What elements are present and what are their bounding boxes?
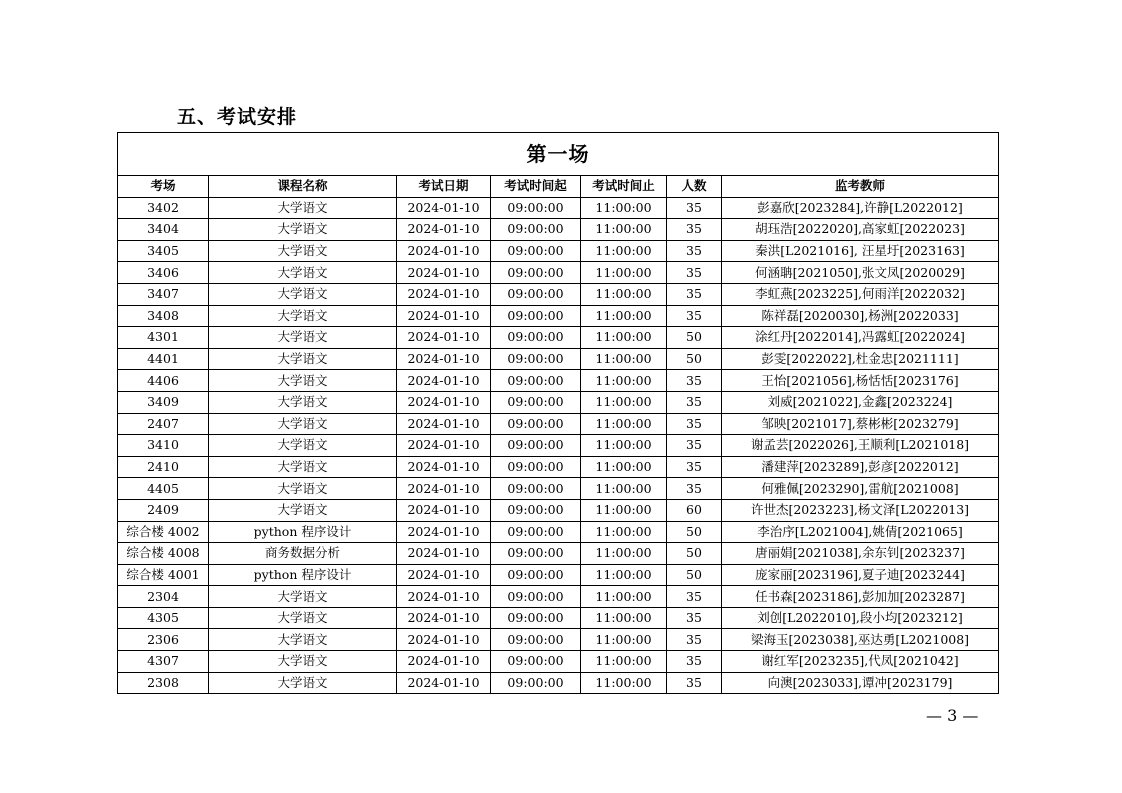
count-cell: 35 [667,391,722,413]
table-row [118,521,999,543]
invigilators-cell: 许世杰[2023223],杨文泽[L2022013] [722,499,999,521]
room-cell: 4301 [118,327,209,349]
course-cell: 大学语文 [209,435,397,457]
course-cell: 大学语文 [209,197,397,219]
course-cell: 大学语文 [209,262,397,284]
date-cell: 2024-01-10 [397,240,491,262]
start-time-cell: 09:00:00 [491,586,581,608]
invigilators-cell: 彭嘉欣[2023284],许静[L2022012] [722,197,999,219]
table-row [118,651,999,673]
course-cell: 大学语文 [209,327,397,349]
start-time-cell: 09:00:00 [491,197,581,219]
end-time-cell: 11:00:00 [581,543,667,565]
table-row [118,543,999,565]
table-row [118,327,999,349]
invigilators-cell: 刘威[2021022],金鑫[2023224] [722,391,999,413]
start-time-cell: 09:00:00 [491,413,581,435]
start-time-cell: 09:00:00 [491,629,581,651]
count-cell: 50 [667,521,722,543]
invigilators-cell: 陈祥磊[2020030],杨洲[2022033] [722,305,999,327]
invigilators-cell: 何雅佩[2023290],雷航[2021008] [722,478,999,500]
room-cell: 综合楼 4008 [118,543,209,565]
count-cell: 35 [667,305,722,327]
date-cell: 2024-01-10 [397,564,491,586]
count-cell: 60 [667,499,722,521]
count-cell: 35 [667,197,722,219]
invigilators-cell: 任书森[2023186],彭加加[2023287] [722,586,999,608]
course-cell: 大学语文 [209,305,397,327]
end-time-cell: 11:00:00 [581,348,667,370]
end-time-cell: 11:00:00 [581,413,667,435]
col-header-end-time: 考试时间止 [581,176,667,198]
table-row [118,435,999,457]
start-time-cell: 09:00:00 [491,219,581,241]
section-heading: 五、考试安排 [177,106,298,128]
col-header-course: 课程名称 [209,176,397,198]
invigilators-cell: 潘建萍[2023289],彭彦[2022012] [722,456,999,478]
room-cell: 3402 [118,197,209,219]
room-cell: 3409 [118,391,209,413]
start-time-cell: 09:00:00 [491,327,581,349]
col-header-invigilators: 监考教师 [722,176,999,198]
date-cell: 2024-01-10 [397,435,491,457]
end-time-cell: 11:00:00 [581,327,667,349]
end-time-cell: 11:00:00 [581,672,667,694]
invigilators-cell: 邹映[2021017],蔡彬彬[2023279] [722,413,999,435]
table-row [118,370,999,392]
start-time-cell: 09:00:00 [491,435,581,457]
room-cell: 2304 [118,586,209,608]
end-time-cell: 11:00:00 [581,586,667,608]
invigilators-cell: 李治序[L2021004],姚倩[2021065] [722,521,999,543]
room-cell: 综合楼 4001 [118,564,209,586]
end-time-cell: 11:00:00 [581,499,667,521]
table-row [118,197,999,219]
table-row [118,219,999,241]
exam-schedule-table [117,132,999,694]
invigilators-cell: 胡珏浩[2022020],高家虹[2022023] [722,219,999,241]
count-cell: 50 [667,543,722,565]
count-cell: 35 [667,262,722,284]
end-time-cell: 11:00:00 [581,456,667,478]
date-cell: 2024-01-10 [397,672,491,694]
invigilators-cell: 涂红丹[2022014],冯露虹[2022024] [722,327,999,349]
table-row [118,348,999,370]
invigilators-cell: 梁海玉[2023038],巫达勇[L2021008] [722,629,999,651]
invigilators-cell: 唐丽娟[2021038],余东钊[2023237] [722,543,999,565]
room-cell: 3405 [118,240,209,262]
course-cell: 大学语文 [209,651,397,673]
end-time-cell: 11:00:00 [581,262,667,284]
end-time-cell: 11:00:00 [581,521,667,543]
room-cell: 2407 [118,413,209,435]
session-title-row [118,133,999,176]
course-cell: 大学语文 [209,240,397,262]
count-cell: 50 [667,348,722,370]
room-cell: 3408 [118,305,209,327]
count-cell: 35 [667,413,722,435]
end-time-cell: 11:00:00 [581,435,667,457]
end-time-cell: 11:00:00 [581,391,667,413]
table-row [118,391,999,413]
invigilators-cell: 庞家丽[2023196],夏子迪[2023244] [722,564,999,586]
col-header-room: 考场 [118,176,209,198]
room-cell: 4401 [118,348,209,370]
start-time-cell: 09:00:00 [491,283,581,305]
room-cell: 4405 [118,478,209,500]
room-cell: 4307 [118,651,209,673]
room-cell: 3404 [118,219,209,241]
count-cell: 35 [667,219,722,241]
start-time-cell: 09:00:00 [491,262,581,284]
table-row [118,240,999,262]
course-cell: 大学语文 [209,586,397,608]
count-cell: 35 [667,651,722,673]
course-cell: 大学语文 [209,456,397,478]
count-cell: 35 [667,240,722,262]
room-cell: 2306 [118,629,209,651]
date-cell: 2024-01-10 [397,413,491,435]
course-cell: 大学语文 [209,629,397,651]
end-time-cell: 11:00:00 [581,564,667,586]
course-cell: 大学语文 [209,283,397,305]
end-time-cell: 11:00:00 [581,305,667,327]
count-cell: 35 [667,283,722,305]
date-cell: 2024-01-10 [397,456,491,478]
room-cell: 2308 [118,672,209,694]
course-cell: 大学语文 [209,219,397,241]
date-cell: 2024-01-10 [397,370,491,392]
date-cell: 2024-01-10 [397,478,491,500]
count-cell: 35 [667,456,722,478]
table-row [118,262,999,284]
date-cell: 2024-01-10 [397,629,491,651]
table-row [118,672,999,694]
start-time-cell: 09:00:00 [491,348,581,370]
invigilators-cell: 谢孟芸[2022026],王顺利[L2021018] [722,435,999,457]
room-cell: 综合楼 4002 [118,521,209,543]
col-header-start-time: 考试时间起 [491,176,581,198]
course-cell: 大学语文 [209,348,397,370]
count-cell: 35 [667,478,722,500]
invigilators-cell: 彭雯[2022022],杜金忠[2021111] [722,348,999,370]
room-cell: 3406 [118,262,209,284]
table-row [118,283,999,305]
invigilators-cell: 何涵聃[2021050],张文凤[2020029] [722,262,999,284]
table-row [118,564,999,586]
end-time-cell: 11:00:00 [581,283,667,305]
date-cell: 2024-01-10 [397,197,491,219]
end-time-cell: 11:00:00 [581,478,667,500]
course-cell: 大学语文 [209,607,397,629]
session-title: 第一场 [118,133,999,176]
end-time-cell: 11:00:00 [581,651,667,673]
course-cell: 大学语文 [209,499,397,521]
date-cell: 2024-01-10 [397,499,491,521]
end-time-cell: 11:00:00 [581,607,667,629]
date-cell: 2024-01-10 [397,283,491,305]
table-row [118,607,999,629]
end-time-cell: 11:00:00 [581,197,667,219]
course-cell: 大学语文 [209,672,397,694]
date-cell: 2024-01-10 [397,586,491,608]
count-cell: 50 [667,327,722,349]
course-cell: 大学语文 [209,413,397,435]
start-time-cell: 09:00:00 [491,478,581,500]
table-row [118,305,999,327]
room-cell: 3407 [118,283,209,305]
date-cell: 2024-01-10 [397,348,491,370]
start-time-cell: 09:00:00 [491,607,581,629]
invigilators-cell: 李虹燕[2023225],何雨洋[2022032] [722,283,999,305]
count-cell: 35 [667,586,722,608]
start-time-cell: 09:00:00 [491,672,581,694]
table-row [118,499,999,521]
date-cell: 2024-01-10 [397,305,491,327]
start-time-cell: 09:00:00 [491,499,581,521]
course-cell: 大学语文 [209,370,397,392]
end-time-cell: 11:00:00 [581,240,667,262]
col-header-count: 人数 [667,176,722,198]
room-cell: 4406 [118,370,209,392]
room-cell: 2409 [118,499,209,521]
count-cell: 50 [667,564,722,586]
column-header-row [118,176,999,198]
col-header-date: 考试日期 [397,176,491,198]
invigilators-cell: 谢红军[2023235],代凤[2021042] [722,651,999,673]
date-cell: 2024-01-10 [397,327,491,349]
start-time-cell: 09:00:00 [491,370,581,392]
count-cell: 35 [667,629,722,651]
end-time-cell: 11:00:00 [581,370,667,392]
date-cell: 2024-01-10 [397,543,491,565]
room-cell: 3410 [118,435,209,457]
date-cell: 2024-01-10 [397,651,491,673]
start-time-cell: 09:00:00 [491,564,581,586]
end-time-cell: 11:00:00 [581,219,667,241]
start-time-cell: 09:00:00 [491,240,581,262]
count-cell: 35 [667,370,722,392]
start-time-cell: 09:00:00 [491,391,581,413]
schedule-body [118,197,999,694]
start-time-cell: 09:00:00 [491,521,581,543]
course-cell: python 程序设计 [209,521,397,543]
invigilators-cell: 向澳[2023033],谭冲[2023179] [722,672,999,694]
table-row [118,456,999,478]
date-cell: 2024-01-10 [397,607,491,629]
course-cell: 大学语文 [209,391,397,413]
invigilators-cell: 秦洪[L2021016], 汪星圩[2023163] [722,240,999,262]
course-cell: python 程序设计 [209,564,397,586]
invigilators-cell: 王怡[2021056],杨恬恬[2023176] [722,370,999,392]
start-time-cell: 09:00:00 [491,456,581,478]
table-row [118,413,999,435]
start-time-cell: 09:00:00 [491,651,581,673]
invigilators-cell: 刘创[L2022010],段小均[2023212] [722,607,999,629]
table-row [118,629,999,651]
date-cell: 2024-01-10 [397,219,491,241]
end-time-cell: 11:00:00 [581,629,667,651]
page-number: — 3 — [926,706,979,725]
count-cell: 35 [667,607,722,629]
room-cell: 2410 [118,456,209,478]
date-cell: 2024-01-10 [397,391,491,413]
date-cell: 2024-01-10 [397,521,491,543]
course-cell: 商务数据分析 [209,543,397,565]
date-cell: 2024-01-10 [397,262,491,284]
start-time-cell: 09:00:00 [491,543,581,565]
count-cell: 35 [667,435,722,457]
course-cell: 大学语文 [209,478,397,500]
table-row [118,478,999,500]
room-cell: 4305 [118,607,209,629]
start-time-cell: 09:00:00 [491,305,581,327]
table-row [118,586,999,608]
count-cell: 35 [667,672,722,694]
